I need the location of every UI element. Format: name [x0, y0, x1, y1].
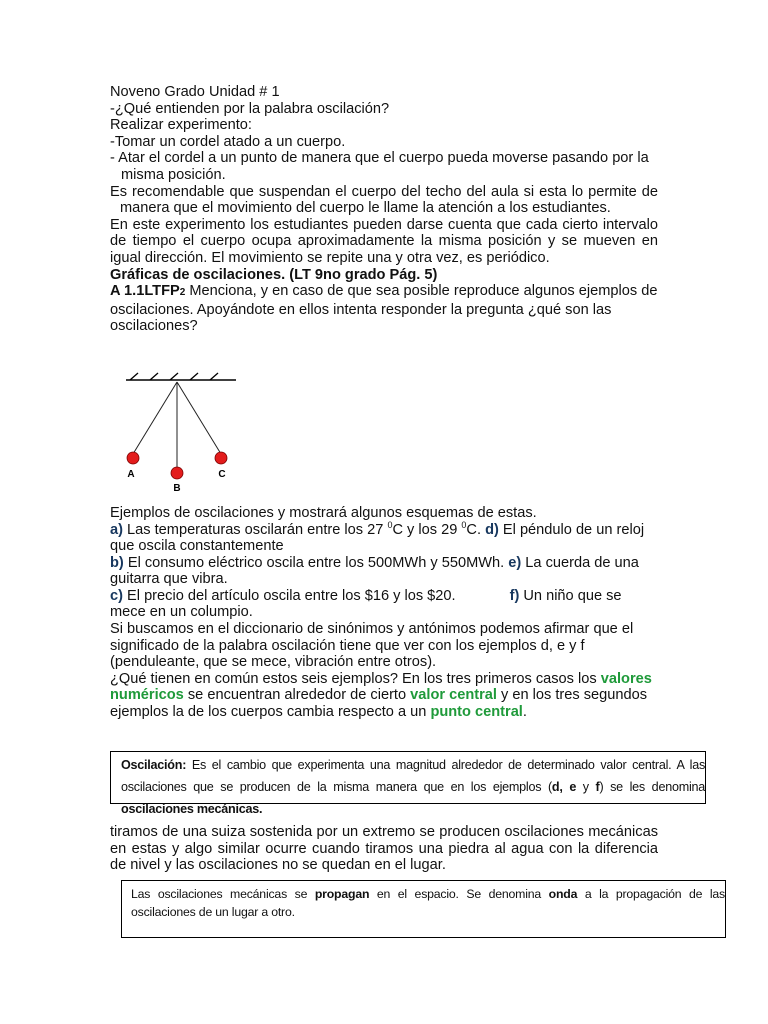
pendulum-string-c	[177, 382, 221, 454]
example-c-text: El precio del artículo oscila entre los $16 y los $20.	[122, 587, 456, 604]
activity-code: A 1.1LTFP	[110, 283, 180, 300]
definition-text-2: ) se les denomina	[599, 780, 705, 794]
degree-superscript-1: 0	[387, 519, 393, 530]
example-b-text: El consumo eléctrico oscila entre los 500MWh y 550MWh.	[123, 554, 509, 571]
highlight-punto-central: punto central	[430, 704, 523, 721]
degree-superscript-2: 0	[461, 519, 467, 530]
definition-letter-f: f	[595, 780, 600, 794]
definition-term: Oscilación:	[121, 758, 187, 772]
example-a-text-2: C y los 29	[392, 521, 462, 538]
experiment-step-1: -Tomar un cordel atado a un cuerpo.	[110, 133, 346, 150]
common-paragraph	[110, 671, 658, 721]
label-a: A	[127, 469, 135, 480]
highlight-valor-central: valor central	[410, 687, 497, 704]
definition-text-y: y	[576, 780, 596, 794]
examples-a-d	[110, 519, 658, 555]
common-text-4: .	[522, 704, 527, 721]
bob-c	[215, 452, 227, 464]
wave-term-propagan: propagan	[314, 887, 370, 901]
example-e-text: La cuerda de una guitarra que vibra.	[110, 554, 639, 588]
recommendation-paragraph: Es recomendable que suspendan el cuerpo del techo del aula si esta lo permite de manera que el movimiento del cuerpo le llame la atención a los estudiantes.	[110, 183, 658, 217]
example-f-text: Un niño que se mece en un columpio.	[110, 587, 622, 621]
dictionary-paragraph: Si buscamos en el diccionario de sinónimos y antónimos podemos afirmar que el significado de la palabra oscilación tiene que ver con los ejemplos d, e y f (penduleante, que se mece, vibración entre otros).	[110, 621, 634, 671]
highlight-valores-numericos: valores numéricos	[110, 670, 652, 704]
example-c-label: c)	[110, 587, 123, 604]
bob-a	[127, 452, 139, 464]
label-c: C	[218, 469, 226, 480]
question-oscillation: -¿Qué entienden por la palabra oscilación?	[110, 100, 390, 117]
definition-term-mechanical: oscilaciones mecánicas.	[121, 802, 263, 816]
example-a-text-1: Las temperaturas oscilarán entre los 27	[122, 521, 388, 538]
experiment-heading: Realizar experimento:	[110, 117, 252, 134]
example-a-label: a)	[110, 521, 123, 538]
example-a-text-3: C.	[466, 521, 486, 538]
common-text-2: se encuentran alrededor de cierto	[183, 687, 411, 704]
example-d-label: d)	[485, 521, 499, 538]
example-e-label: e)	[508, 554, 522, 571]
common-text-1: ¿Qué tienen en común estos seis ejemplos? En los tres primeros casos los	[110, 670, 601, 687]
pendulum-string-a	[133, 382, 177, 454]
common-text-3: y en los tres segundos ejemplos la de los cuerpos cambia respecto a un	[110, 687, 648, 721]
label-b: B	[173, 483, 181, 494]
example-f-label: f)	[509, 587, 520, 604]
bob-b	[171, 467, 183, 479]
wave-definition-box	[121, 880, 726, 938]
doc-title: Noveno Grado Unidad # 1	[110, 84, 280, 100]
examples-b-e	[110, 555, 658, 588]
wave-text-2: en el espacio. Se denomina	[369, 887, 549, 901]
definition-text	[121, 754, 705, 820]
pendulum-diagram	[110, 364, 250, 496]
examples-c-f	[110, 588, 658, 621]
hatch-mark	[190, 373, 198, 380]
definition-letters-de: d, e	[551, 780, 577, 794]
wave-text-3: a la propagación de las oscilaciones de un lugar a otro.	[131, 887, 726, 919]
activity-code-subscript: 2	[179, 287, 186, 299]
examples-intro: Ejemplos de oscilaciones y mostrará algunos esquemas de estas.	[110, 504, 537, 521]
activity-text: Menciona, y en caso de que sea posible reproduce algunos ejemplos de oscilaciones. Apoyándote en ellos intenta responder la pregunta ¿qué son las oscilaciones?	[110, 283, 658, 335]
graphs-heading: Gráficas de oscilaciones. (LT 9no grado Pág. 5)	[110, 266, 438, 283]
hatch-mark	[150, 373, 158, 380]
example-b-label: b)	[110, 554, 124, 571]
continuation-paragraph: tiramos de una suiza sostenida por un extremo se producen oscilaciones mecánicas en estas y algo similar ocurre cuando tiramos una piedra al agua con la diferencia de nivel y las oscilaciones no se quedan en el lugar.	[110, 824, 658, 874]
hatch-mark	[130, 373, 138, 380]
example-d-text: El péndulo de un reloj que oscila constantemente	[110, 521, 645, 555]
wave-text-1: Las oscilaciones mecánicas se	[131, 887, 315, 901]
activity-paragraph	[110, 283, 658, 335]
definition-text-1: Es el cambio que experimenta una magnitud alrededor de determinado valor central. A las oscilaciones que se producen de la misma manera que en los ejemplos (	[121, 758, 705, 794]
ceiling-hatching	[130, 373, 218, 380]
experiment-step-2: - Atar el cordel a un punto de manera que el cuerpo pueda moverse pasando por la misma posición.	[110, 150, 649, 183]
experiment-paragraph: En este experimento los estudiantes pueden darse cuenta que cada cierto intervalo de tiempo el cuerpo ocupa aproximadamente la misma posición y se mueven en igual dirección. El movimiento se repite una y otra vez, es periódico.	[110, 216, 658, 266]
wave-term-onda: onda	[548, 887, 578, 901]
hatch-mark	[210, 373, 218, 380]
hatch-mark	[170, 373, 178, 380]
definition-box	[110, 751, 706, 816]
